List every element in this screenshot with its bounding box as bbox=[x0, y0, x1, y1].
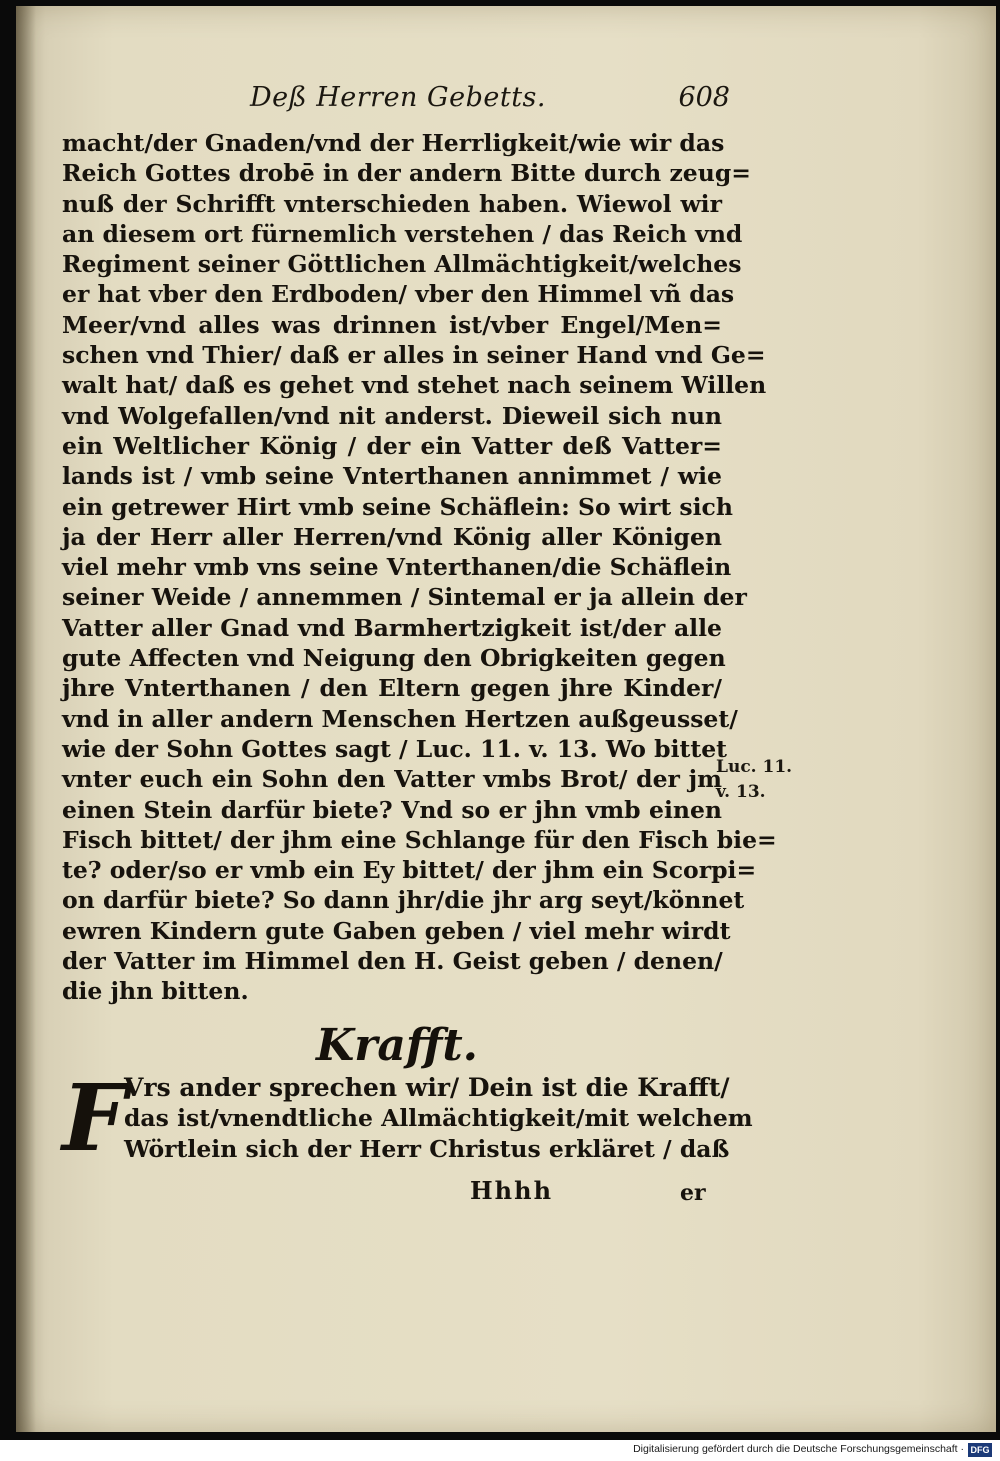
text-line: viel mehr vmb vns seine Vnterthanen/die Schäflein bbox=[62, 553, 732, 582]
marginal-note-line: Luc. 11. bbox=[716, 757, 793, 777]
text-line: vnter euch ein Sohn den Vatter vmbs Brot/ der jm bbox=[62, 765, 722, 794]
section-title: Krafft. bbox=[316, 1020, 478, 1071]
text-line: die jhn bitten. bbox=[62, 977, 249, 1006]
text-line: jhre Vnterthanen / den Eltern gegen jhre Kinder/ bbox=[62, 674, 722, 703]
text-line: er hat vber den Erdboden/ vber den Himmel vñ das bbox=[62, 280, 735, 309]
text-line: einen Stein darfür biete? Vnd so er jhn vmb einen bbox=[62, 795, 722, 824]
text-line: Vrs ander sprechen wir/ Dein ist die Krafft/ bbox=[124, 1073, 730, 1102]
text-line: wie der Sohn Gottes sagt / Luc. 11. v. 13. Wo bittet bbox=[62, 734, 728, 763]
text-line: ja der Herr aller Herren/vnd König aller Königen bbox=[62, 522, 722, 551]
funding-credit: Digitalisierung gefördert durch die Deutsche Forschungsgemeinschaft · bbox=[633, 1443, 964, 1455]
text-line: ewren Kindern gute Gaben geben / viel mehr wirdt bbox=[62, 916, 731, 945]
text-line: vnd in aller andern Menschen Hertzen außgeusset/ bbox=[62, 704, 738, 733]
text-line: Regiment seiner Göttlichen Allmächtigkeit/welches bbox=[62, 250, 742, 279]
text-line: walt hat/ daß es gehet vnd stehet nach seinem Willen bbox=[62, 371, 767, 400]
text-line: macht/der Gnaden/vnd der Herrligkeit/wie wir das bbox=[62, 129, 725, 157]
main-text-block bbox=[62, 128, 777, 1007]
text-line: ein getrewer Hirt vmb seine Schäflein: So wirt sich bbox=[62, 492, 733, 521]
text-line: Vatter aller Gnad vnd Barmhertzigkeit ist/der alle bbox=[62, 613, 722, 642]
text-line: gute Affecten vnd Neigung den Obrigkeiten gegen bbox=[62, 644, 726, 673]
text-line: ein Weltlicher König / der ein Vatter deß Vatter= bbox=[62, 431, 722, 460]
text-line: Wörtlein sich der Herr Christus erkläret / daß bbox=[124, 1135, 730, 1163]
text-line: vnd Wolgefallen/vnd nit anderst. Dieweil sich nun bbox=[62, 401, 722, 430]
text-line: lands ist / vmb seine Vnterthanen annimmet / wie bbox=[62, 462, 722, 491]
text-line: te? oder/so er vmb ein Ey bittet/ der jhm ein Scorpi= bbox=[62, 856, 757, 885]
text-line: Fisch bittet/ der jhm eine Schlange für den Fisch bie= bbox=[62, 825, 777, 854]
text-line: nuß der Schrifft vnterschieden haben. Wiewol wir bbox=[62, 189, 722, 218]
catchword: er bbox=[680, 1180, 706, 1206]
text-line: schen vnd Thier/ daß er alles in seiner Hand vnd Ge= bbox=[62, 341, 766, 370]
drop-initial: F bbox=[62, 1064, 128, 1172]
running-head: Deß Herren Gebetts. bbox=[250, 82, 546, 113]
page-gutter-shadow bbox=[16, 6, 36, 1432]
text-line: Reich Gottes drobē in der andern Bitte durch zeug= bbox=[62, 159, 751, 188]
text-line: on darfür biete? So dann jhr/die jhr arg seyt/könnet bbox=[62, 886, 745, 915]
page-header bbox=[250, 82, 730, 122]
marginal-note-line: v. 13. bbox=[716, 782, 766, 802]
text-line: Meer/vnd alles was drinnen ist/vber Engel/Men= bbox=[62, 310, 722, 339]
section-paragraph bbox=[124, 1072, 753, 1165]
text-line: das ist/vnendtliche Allmächtigkeit/mit welchem bbox=[124, 1104, 753, 1132]
marginal-note bbox=[716, 755, 792, 805]
dfg-logo: DFG bbox=[968, 1443, 992, 1457]
text-line: der Vatter im Himmel den H. Geist geben / denen/ bbox=[62, 947, 723, 976]
text-line: an diesem ort fürnemlich verstehen / das Reich vnd bbox=[62, 219, 743, 248]
signature-mark: Hhhh bbox=[470, 1176, 554, 1205]
folio-number: 608 bbox=[678, 82, 730, 113]
text-line: seiner Weide / annemmen / Sintemal er ja allein der bbox=[62, 583, 747, 612]
